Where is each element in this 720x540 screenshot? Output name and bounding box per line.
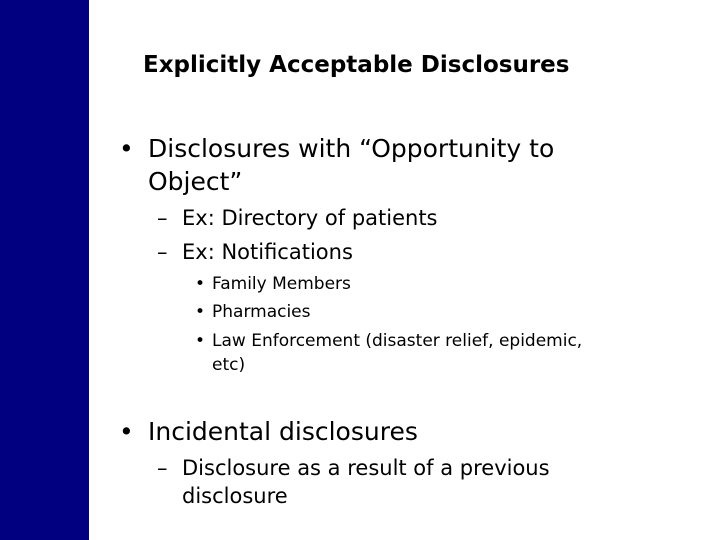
bullet-text-continued: Object” (148, 167, 243, 196)
sub-bullet-text: Ex: Directory of patients (182, 206, 438, 230)
bullet-marker: • (119, 134, 134, 163)
bullet-text: Disclosures with “Opportunity to (148, 134, 555, 163)
sub-bullet-marker: – (157, 456, 168, 480)
sub-sub-bullet-text: Law Enforcement (disaster relief, epidemic, (212, 331, 583, 351)
slide-title: Explicitly Acceptable Disclosures (143, 52, 570, 78)
sub-bullet-text: Disclosure as a result of a previous (182, 456, 550, 480)
bullet-marker: • (119, 417, 134, 446)
sub-sub-bullet-text: Pharmacies (212, 302, 311, 322)
sub-sub-bullet-text: Family Members (212, 274, 351, 294)
sub-bullet-marker: – (157, 206, 168, 230)
sub-bullet-text-continued: disclosure (182, 484, 288, 508)
bullet-text: Incidental disclosures (148, 417, 418, 446)
sub-sub-bullet-marker: • (195, 274, 206, 294)
sub-sub-bullet-marker: • (195, 331, 206, 351)
sub-bullet-text: Ex: Notifications (182, 240, 353, 264)
sub-bullet-marker: – (157, 240, 168, 264)
sub-sub-bullet-text-continued: etc) (212, 355, 246, 375)
sub-sub-bullet-marker: • (195, 302, 206, 322)
